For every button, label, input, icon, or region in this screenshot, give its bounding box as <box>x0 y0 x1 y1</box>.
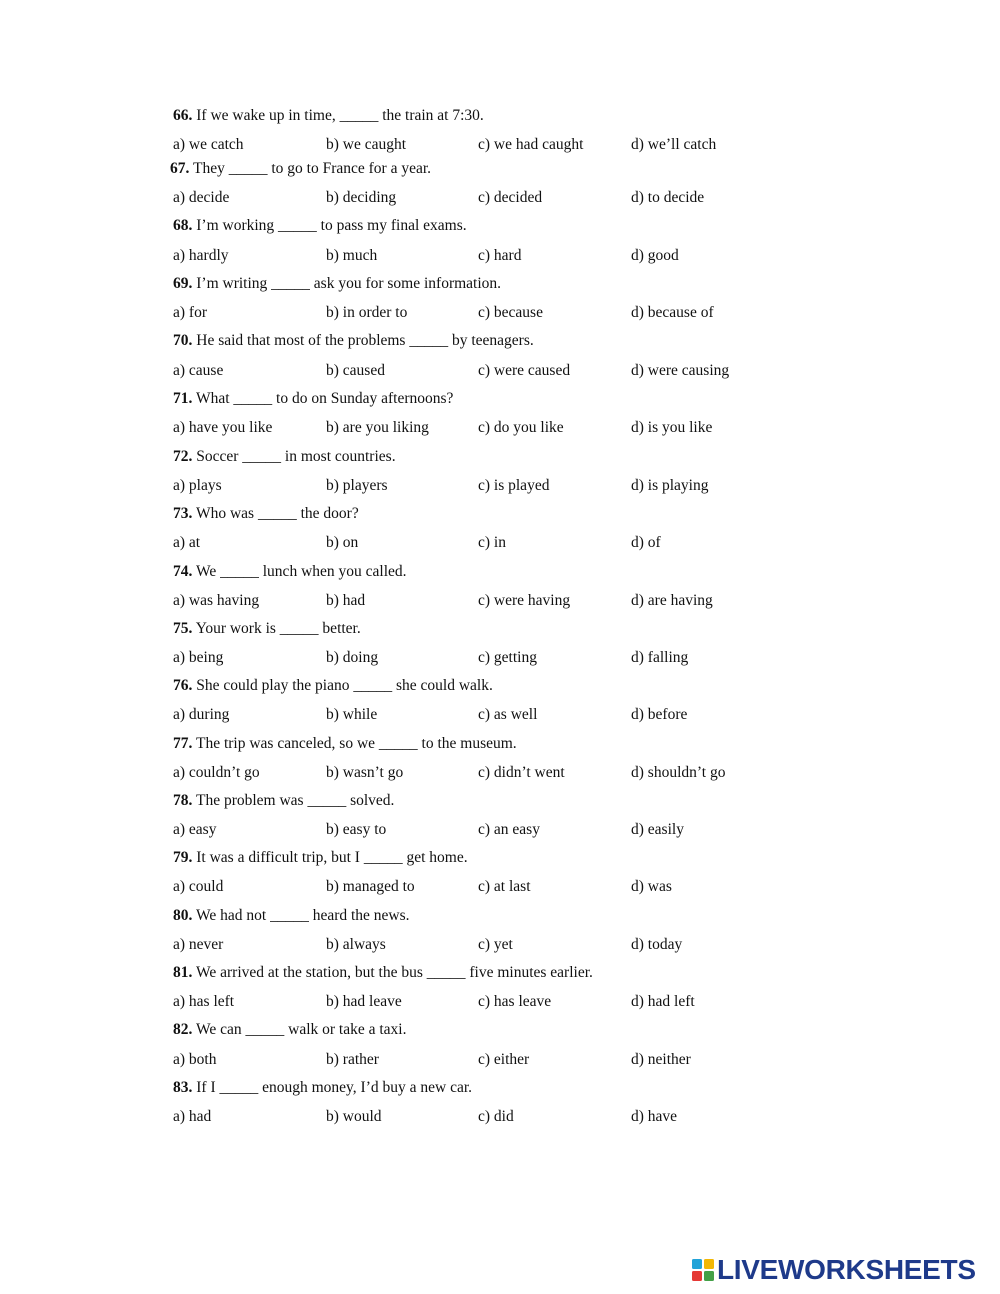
question-stem <box>173 447 396 467</box>
question-stem <box>173 734 517 754</box>
answer-option-d[interactable]: d) neither <box>631 1051 691 1068</box>
question-number: 73. <box>173 505 193 522</box>
question-stem <box>173 963 593 983</box>
answer-option-d[interactable]: d) good <box>631 247 679 264</box>
question-number: 80. <box>173 907 193 924</box>
question-text: What _____ to do on Sunday afternoons? <box>195 390 454 407</box>
question-text: We arrived at the station, but the bus _____ five minutes earlier. <box>195 964 593 981</box>
answer-option-a[interactable]: a) could <box>173 878 224 895</box>
question-text: Your work is _____ better. <box>195 620 361 637</box>
answer-options <box>173 820 813 840</box>
question-stem <box>173 1020 407 1040</box>
answer-option-d[interactable]: d) had left <box>631 993 695 1010</box>
answer-option-a[interactable]: a) we catch <box>173 136 244 153</box>
answer-options <box>173 591 813 611</box>
answer-option-b[interactable]: b) had <box>326 592 366 609</box>
answer-option-a[interactable]: a) never <box>173 936 224 953</box>
answer-option-c[interactable]: c) as well <box>478 706 538 723</box>
answer-option-d[interactable]: d) to decide <box>631 189 705 206</box>
answer-option-d[interactable]: d) falling <box>631 649 689 666</box>
answer-option-b[interactable]: b) rather <box>326 1051 379 1068</box>
question-number: 78. <box>173 792 193 809</box>
question-number: 82. <box>173 1021 193 1038</box>
question-stem <box>170 159 431 179</box>
question-stem <box>173 389 453 409</box>
answer-option-c[interactable]: c) an easy <box>478 821 540 838</box>
answer-options <box>173 877 813 897</box>
answer-option-a[interactable]: a) cause <box>173 362 224 379</box>
question-text: The trip was canceled, so we _____ to the museum. <box>195 735 517 752</box>
answer-option-c[interactable]: c) because <box>478 304 543 321</box>
answer-option-c[interactable]: c) we had caught <box>478 136 584 153</box>
answer-option-d[interactable]: d) was <box>631 878 672 895</box>
question-number: 66. <box>173 107 193 124</box>
answer-options <box>173 361 813 381</box>
answer-option-d[interactable]: d) is playing <box>631 477 709 494</box>
question-text: Soccer _____ in most countries. <box>196 448 396 465</box>
answer-option-c[interactable]: c) were caused <box>478 362 571 379</box>
answer-option-d[interactable]: d) of <box>631 534 661 551</box>
question-stem <box>173 848 468 868</box>
question-text: If we wake up in time, _____ the train at 7:30. <box>196 107 484 124</box>
question-text: We can _____ walk or take a taxi. <box>195 1021 407 1038</box>
question-stem <box>173 676 493 696</box>
answer-options <box>173 246 813 266</box>
answer-option-d[interactable]: d) were causing <box>631 362 730 379</box>
question-stem <box>173 274 501 294</box>
question-stem <box>173 1078 472 1098</box>
answer-option-b[interactable]: b) in order to <box>326 304 408 321</box>
answer-option-b[interactable]: b) managed to <box>326 878 415 895</box>
question-number: 72. <box>173 448 193 465</box>
answer-option-b[interactable]: b) deciding <box>326 189 397 206</box>
answer-option-c[interactable]: c) decided <box>478 189 543 206</box>
answer-option-d[interactable]: d) shouldn’t go <box>631 764 726 781</box>
question-number: 70. <box>173 332 193 349</box>
answer-option-c[interactable]: c) did <box>478 1108 514 1125</box>
question-number: 75. <box>173 620 193 637</box>
question-stem <box>173 906 410 926</box>
answer-option-c[interactable]: c) is played <box>478 477 550 494</box>
question-number: 79. <box>173 849 193 866</box>
answer-options <box>173 303 813 323</box>
answer-option-b[interactable]: b) much <box>326 247 378 264</box>
question-text: We had not _____ heard the news. <box>195 907 410 924</box>
question-number: 71. <box>173 390 193 407</box>
answer-option-c[interactable]: c) getting <box>478 649 537 666</box>
answer-option-b[interactable]: b) easy to <box>326 821 387 838</box>
question-number: 83. <box>173 1079 193 1096</box>
answer-options <box>173 1107 813 1127</box>
answer-option-b[interactable]: b) on <box>326 534 359 551</box>
question-number: 81. <box>173 964 193 981</box>
answer-option-a[interactable]: a) have you like <box>173 419 273 436</box>
question-stem <box>173 791 394 811</box>
question-text: If I _____ enough money, I’d buy a new car. <box>196 1079 473 1096</box>
answer-option-a[interactable]: a) has left <box>173 993 235 1010</box>
answer-option-b[interactable]: b) had leave <box>326 993 402 1010</box>
liveworksheets-logo-icon <box>691 1258 715 1282</box>
answer-option-d[interactable]: d) have <box>631 1108 678 1125</box>
answer-options <box>173 418 813 438</box>
question-stem <box>173 504 359 524</box>
answer-option-d[interactable]: d) easily <box>631 821 684 838</box>
liveworksheets-logo-text: LIVEWORKSHEETS <box>717 1254 976 1285</box>
liveworksheets-logo <box>691 1255 991 1285</box>
answer-options <box>173 705 813 725</box>
question-number: 77. <box>173 735 193 752</box>
question-text: They _____ to go to France for a year. <box>192 160 432 177</box>
answer-options <box>173 648 813 668</box>
question-stem <box>173 562 407 582</box>
answer-option-c[interactable]: c) hard <box>478 247 522 264</box>
answer-option-b[interactable]: b) would <box>326 1108 382 1125</box>
answer-option-a[interactable]: a) being <box>173 649 224 666</box>
answer-option-a[interactable]: a) hardly <box>173 247 229 264</box>
question-number: 74. <box>173 563 193 580</box>
answer-option-c[interactable]: c) has leave <box>478 993 552 1010</box>
answer-option-c[interactable]: c) were having <box>478 592 571 609</box>
answer-option-a[interactable]: a) was having <box>173 592 260 609</box>
answer-option-b[interactable]: b) always <box>326 936 386 953</box>
answer-option-d[interactable]: d) is you like <box>631 419 713 436</box>
answer-option-d[interactable]: d) today <box>631 936 683 953</box>
question-number: 76. <box>173 677 193 694</box>
answer-option-c[interactable]: c) at last <box>478 878 531 895</box>
answer-option-a[interactable]: a) couldn’t go <box>173 764 260 781</box>
answer-option-c[interactable]: c) didn’t went <box>478 764 565 781</box>
answer-option-c[interactable]: c) either <box>478 1051 530 1068</box>
question-stem <box>173 216 467 236</box>
answer-options <box>173 188 813 208</box>
question-text: He said that most of the problems _____ by teenagers. <box>196 332 534 349</box>
answer-option-b[interactable]: b) while <box>326 706 378 723</box>
question-text: We _____ lunch when you called. <box>195 563 407 580</box>
answer-option-a[interactable]: a) for <box>173 304 207 321</box>
question-text: I’m writing _____ ask you for some information. <box>196 275 502 292</box>
question-number: 67. <box>170 160 190 177</box>
answer-options <box>173 763 813 783</box>
question-stem <box>173 106 484 126</box>
question-text: I’m working _____ to pass my final exams. <box>196 217 467 234</box>
question-number: 68. <box>173 217 193 234</box>
answer-option-a[interactable]: a) easy <box>173 821 217 838</box>
answer-option-a[interactable]: a) during <box>173 706 230 723</box>
answer-option-b[interactable]: b) are you liking <box>326 419 429 436</box>
answer-options <box>173 1050 813 1070</box>
answer-option-d[interactable]: d) because of <box>631 304 714 321</box>
answer-option-a[interactable]: a) both <box>173 1051 217 1068</box>
answer-options <box>173 992 813 1012</box>
answer-option-b[interactable]: b) wasn’t go <box>326 764 404 781</box>
question-text: She could play the piano _____ she could walk. <box>196 677 493 694</box>
answer-option-a[interactable]: a) at <box>173 534 201 551</box>
answer-option-b[interactable]: b) doing <box>326 649 379 666</box>
answer-option-c[interactable]: c) yet <box>478 936 513 953</box>
question-number: 69. <box>173 275 193 292</box>
question-stem <box>173 619 361 639</box>
answer-option-c[interactable]: c) in <box>478 534 506 551</box>
answer-option-d[interactable]: d) are having <box>631 592 713 609</box>
answer-option-b[interactable]: b) we caught <box>326 136 407 153</box>
answer-option-a[interactable]: a) decide <box>173 189 230 206</box>
answer-option-a[interactable]: a) plays <box>173 477 222 494</box>
answer-options <box>173 476 813 496</box>
answer-options <box>173 135 813 155</box>
question-text: Who was _____ the door? <box>195 505 359 522</box>
answer-options <box>173 533 813 553</box>
answer-options <box>173 935 813 955</box>
answer-option-b[interactable]: b) players <box>326 477 388 494</box>
question-stem <box>173 331 534 351</box>
answer-option-b[interactable]: b) caused <box>326 362 385 379</box>
answer-option-c[interactable]: c) do you like <box>478 419 564 436</box>
answer-option-d[interactable]: d) we’ll catch <box>631 136 717 153</box>
question-text: The problem was _____ solved. <box>195 792 395 809</box>
answer-option-a[interactable]: a) had <box>173 1108 212 1125</box>
answer-option-d[interactable]: d) before <box>631 706 688 723</box>
question-text: It was a difficult trip, but I _____ get home. <box>196 849 468 866</box>
